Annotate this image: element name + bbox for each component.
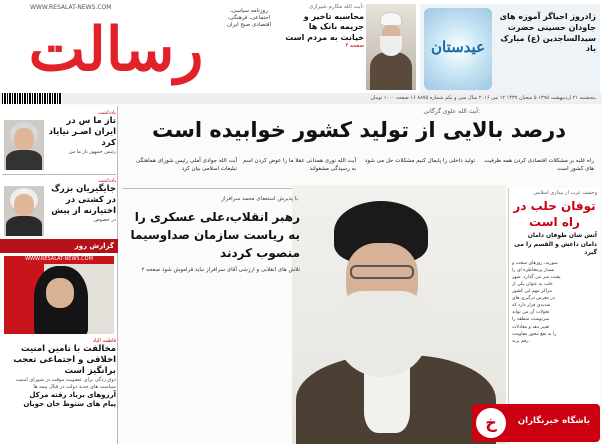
main-headline[interactable]: درصد بالایی از تولید کشور خوابیده است [151,118,567,142]
newspaper-logo: رسالت [28,15,204,85]
founder-note: روزنامه سیاسی، اجتماعی، فرهنگی، اقتصادی صبح ایران [226,8,272,29]
badge-text: باشگاه خبرنگاران [517,416,591,426]
leader-caption: با پذیرش استعفای محمد سرافراز [221,196,298,202]
portrait-1 [4,120,44,170]
left-bottom-title: مخالفت با تامین امنیت اخلاقی و اجتماعی تعجب برانگیز است [13,344,116,377]
left-item-1-caption: یادداشت [98,110,116,116]
right-headline[interactable]: توفان حلب در راه است [513,199,596,230]
body-line: سوریه، روزهای سخت و [512,260,558,266]
club-logo-icon: خ [476,408,506,438]
eid-artwork [424,8,492,90]
left-bottom-item: سیاست های جدید دولت در قبال بیمه ها [33,384,116,391]
left-item-2-sub: در خصوص [93,217,116,224]
body-line: تحولات آن می تواند [512,310,550,316]
right-body [509,260,600,345]
body-line: پشت سر می گذارد. شهر [512,274,561,280]
barcode-icon [2,93,62,104]
eid-artwork-text: عیدستان [430,38,486,56]
right-caption: وحشت غرب از بیداری اسلامی [533,190,597,196]
body-line: مراکز مهم این کشور [512,288,552,294]
subitem-1[interactable]: راه غلبه بر مشکلات اقتصادی کردن همه ظرفیت های کشور است [484,158,594,172]
teaser-mid-caption: آیت الله مکارم شیرازی: [308,4,364,10]
left-bottom-caption: فاطمه الیاد [92,338,116,344]
subitem-4[interactable]: آیت الله جوادی آملی رئیس شورای هماهنگی تبلیغات اسلامی بیان کرد [135,158,237,172]
left-bottom-item: آرزوهای برباد رفته مرکل [29,391,116,400]
headline-subitems [124,158,594,188]
body-line: سرنوشت منطقه را [512,317,550,323]
left-item-1-sub: رئیس جمهور تاز ما س [69,149,116,156]
body-line: رقم بزند. [512,338,530,344]
right-lead: آتش شان طوفان دامان دامان داعش و القسم را می گیرد [514,232,597,257]
left-bottom-item: ذوق زدگی برای عضویت موقت در شورای امنیت [15,377,116,384]
news-club-badge[interactable] [472,404,600,442]
body-line: تغییر دهد و معادلات [512,324,550,330]
leader-note: تلاش های انقلابی و ارزشی آقای سرافراز نباید فراموش شود صفحه ۲ [141,267,300,273]
portrait-2 [4,186,44,236]
subitem-3[interactable]: آیت الله نوری همدانی عقلا ما را عوض کردن اسم به رسیدگی مشغولند [243,158,356,172]
site-url: WWW.RESALAT-NEWS.COM [30,4,112,11]
video-url: WWW.RESALAT-NEWS.COM [4,256,114,264]
dateline: پنجشنبه ۲۱ اردیبهشت ۱۳۹۵ ۵ شعبان ۱۴۳۷ ۱۲ می ۲۰۱۶ سال سی و یکم شماره ۸۸۷۵ ۱۶ صفحه ۱۰۰۰ تومان [0,93,602,104]
teaser-mid-page: صفحه ۴ [345,43,364,50]
leader-headline[interactable]: رهبر انقلاب،علی عسکری را به ریاست سازمان صداوسیما منصوب کردند [130,210,300,260]
body-line: در معرض درگیری های [512,296,555,302]
divider [2,174,116,175]
video-thumbnail[interactable] [4,256,114,334]
teaser-mid[interactable] [284,4,364,94]
body-line: بسیار پرمخاطره ای را [512,267,555,273]
left-bottom-item: پیام های ستوط خان جوبان [23,400,116,409]
teaser-mid-title: محاسبه تاخیر و جریمه بانک ها خیانت به مردم است [285,12,364,42]
cleric-photo [366,4,416,90]
left-column [0,106,118,444]
subitem-2[interactable]: تولید داخلی را پایمال کنیم مشکلات حل می شود [364,158,475,164]
left-item-2-caption: یادداشت [98,178,116,184]
left-item-1-title: تاز ما س در ایران اصـر نیایاد کرد [48,116,116,149]
left-bottom-story[interactable] [2,338,116,409]
teaser-right-text: زادروز احیاگر آموزه های جاودان حسینی حضرت سیدالساجدین (ع) مبارک باد [499,12,596,54]
body-line: را به نفع محور مقاومت [512,331,557,337]
headline-caption: آیت الله علوی گرگانی: [423,108,480,115]
section-band: گزارش روز [0,239,118,253]
body-line: شدیدی قرار دارد که [512,303,551,309]
teaser-right[interactable] [420,4,600,94]
body-line: حلب به عنوان یکی از [512,281,553,287]
masthead [0,0,602,104]
left-item-2-title: جایگیریان بزرگ در کشتی در اختیارنه از پیش [51,184,116,217]
